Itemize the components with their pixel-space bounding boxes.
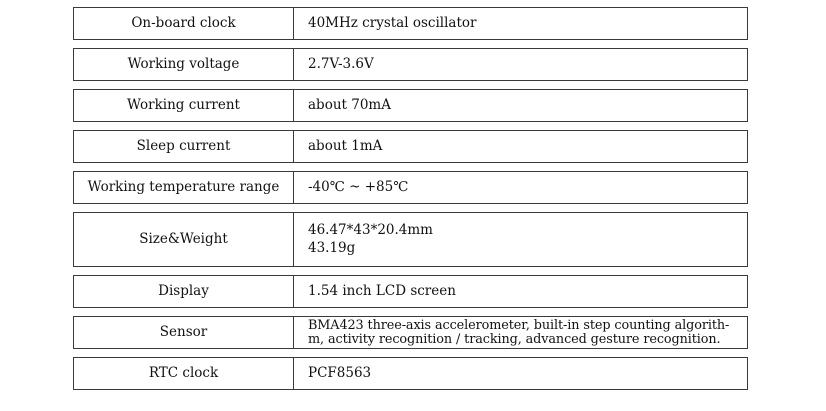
spec-label: RTC clock	[73, 357, 294, 390]
spec-row-sensor	[73, 316, 749, 349]
spec-value	[293, 316, 748, 349]
spec-value-text: 46.47*43*20.4mm	[308, 222, 433, 238]
spec-value-text: 2.7V-3.6V	[308, 56, 374, 72]
spec-value-text: about 70mA	[308, 97, 391, 113]
spec-label: Working temperature range	[73, 171, 294, 204]
spec-row-working-voltage	[73, 48, 749, 81]
spec-value-text: 1.54 inch LCD screen	[308, 283, 456, 299]
spec-row-temperature-range	[73, 171, 749, 204]
spec-value-text: 40MHz crystal oscillator	[308, 15, 477, 31]
spec-label: Working current	[73, 89, 294, 122]
spec-label: Size&Weight	[73, 212, 294, 267]
spec-row-onboard-clock	[73, 7, 749, 40]
spec-value	[293, 275, 748, 308]
spec-row-working-current	[73, 89, 749, 122]
spec-value	[293, 130, 748, 163]
spec-row-display	[73, 275, 749, 308]
spec-value	[293, 357, 748, 390]
spec-label: Working voltage	[73, 48, 294, 81]
spec-value-text: about 1mA	[308, 138, 383, 154]
spec-label: Sleep current	[73, 130, 294, 163]
spec-value	[293, 7, 748, 40]
spec-label: Sensor	[73, 316, 294, 349]
spec-value	[293, 48, 748, 81]
spec-row-sleep-current	[73, 130, 749, 163]
spec-label: On-board clock	[73, 7, 294, 40]
spec-value-text: PCF8563	[308, 365, 372, 381]
spec-table	[73, 7, 749, 390]
spec-value-text: BMA423 three-axis accelerometer, built-in step counting algorith-m, activity recognition / tracking, advanced gesture recognition.	[308, 317, 730, 347]
spec-label: Display	[73, 275, 294, 308]
spec-value	[293, 89, 748, 122]
spec-value	[293, 212, 748, 267]
spec-value-text: 43.19g	[308, 240, 356, 256]
spec-value-text: -40℃ ~ +85℃	[308, 179, 409, 195]
spec-value	[293, 171, 748, 204]
spec-row-size-weight	[73, 212, 749, 267]
spec-row-rtc-clock	[73, 357, 749, 390]
